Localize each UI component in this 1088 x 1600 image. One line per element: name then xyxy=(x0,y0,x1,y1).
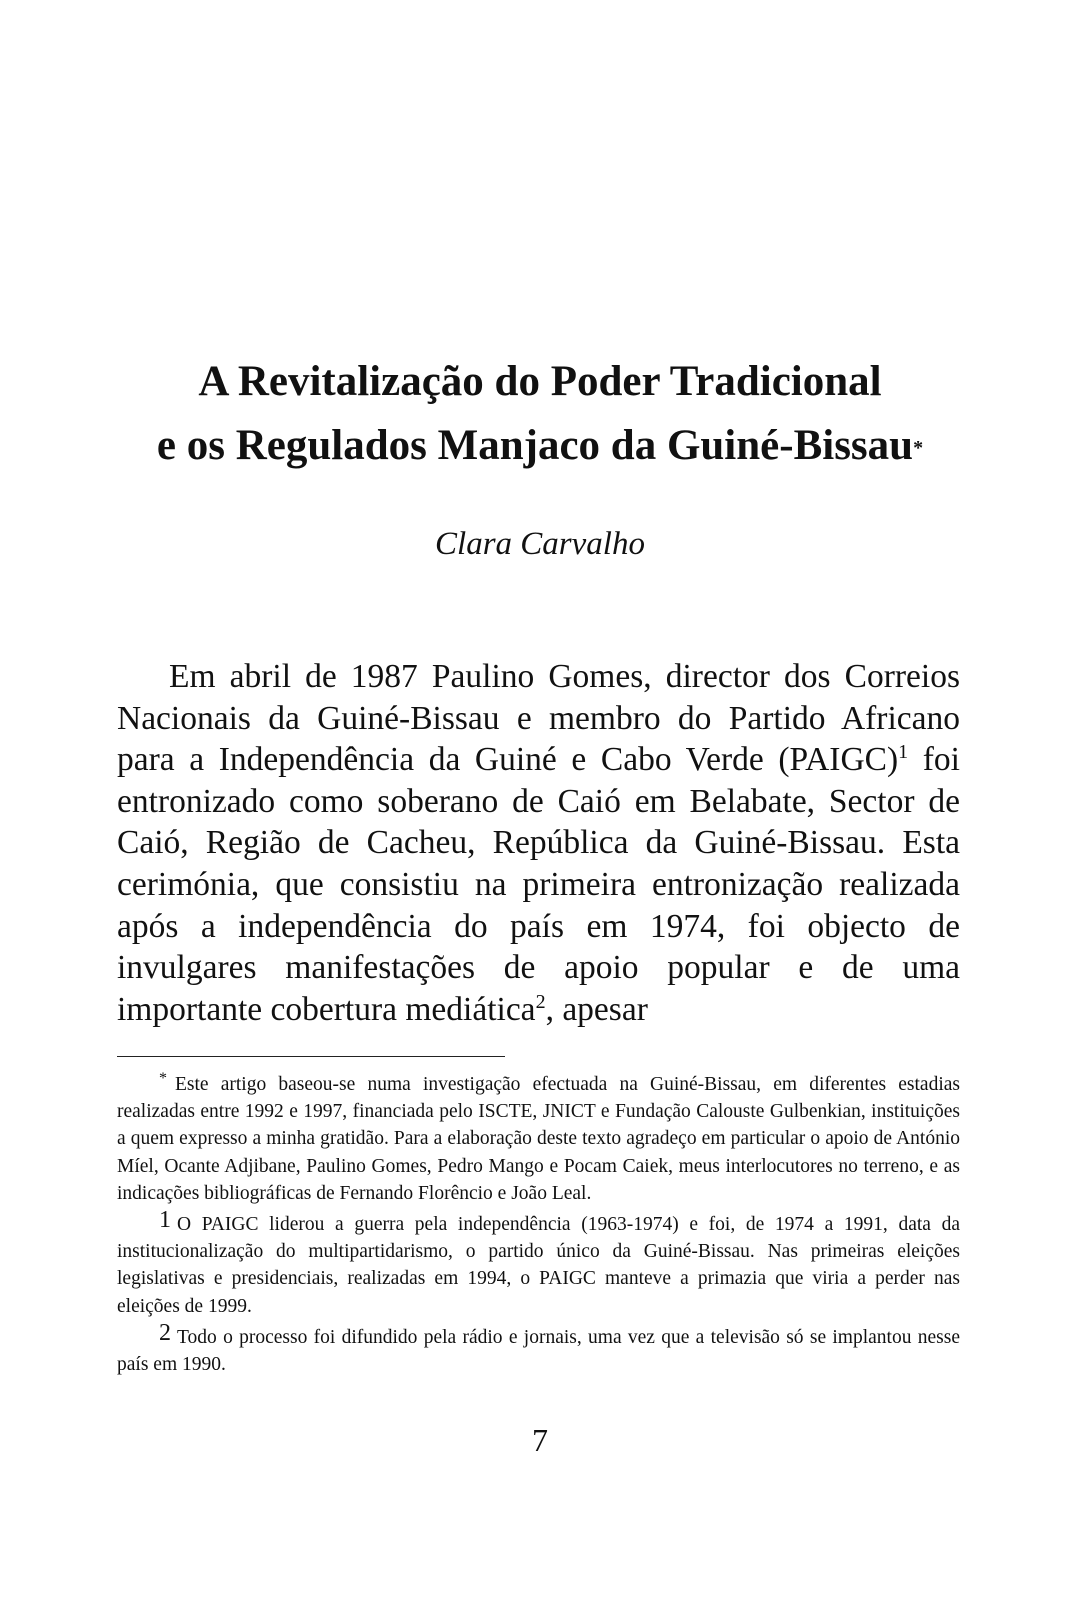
footnote-star-text: Este artigo baseou-se numa investigação efectuada na Guiné-Bissau, em diferentes estadias realizadas entre 1992 e 1997, financiada pelo ISCTE, JNICT e Fundação Calouste Gulbenkian, instituições a quem expresso a minha gratidão. Para a elaboração deste texto agradeço em particular o apoio de António Míel, Ocante Adjibane, Paulino Gomes, Pedro Mango e Pocam Caiek, meus interlocutores no terreno, e as indicações bibliográficas de Fernando Florêncio e João Leal. xyxy=(117,1074,960,1204)
body-text-part-1: Em abril de 1987 Paulino Gomes, director dos Correios Nacionais da Guiné-Bissau e membro do Partido Africano para a Independência da Guiné e Cabo Verde (PAIGC) xyxy=(117,658,960,779)
footnote-1-text: O PAIGC liderou a guerra pela independência (1963-1974) e foi, de 1974 a 1991, data da institucionalização do multipartidarismo, o partido único da Guiné-Bissau. Nas primeiras eleições legislativas e presidenciais, realizadas em 1994, o PAIGC manteve a primazia que viria a perder nas eleições de 1999. xyxy=(117,1214,960,1317)
author-name: Clara Carvalho xyxy=(435,526,645,562)
footnote-ref-1: 1 xyxy=(898,741,909,764)
footnote-2-text: Todo o processo foi difundido pela rádio e jornais, uma vez que a televisão só se implantou nesse país em 1990. xyxy=(117,1326,960,1376)
footnote-1 xyxy=(117,1207,960,1320)
title-line-2 xyxy=(110,414,970,478)
title-line-2-text: e os Regulados Manjaco da Guiné-Bissau xyxy=(156,422,914,469)
page-number: 7 xyxy=(532,1422,548,1458)
body-paragraph xyxy=(117,656,960,1030)
footnote-star-mark: * xyxy=(159,1069,167,1087)
body-text-part-2: foi entronizado como soberano de Caió em Belabate, Sector de Caió, Região de Cacheu, República da Guiné-Bissau. Esta cerimónia, que consistiu na primeira entronização realizada após a independência do país em 1974, foi objecto de invulgares manifestações de apoio popular e de uma importante cobertura mediática xyxy=(117,741,960,1028)
footnote-1-mark: 1 xyxy=(159,1207,171,1234)
footnote-2 xyxy=(117,1319,960,1378)
footnote-separator xyxy=(117,1056,505,1057)
footnote-ref-2: 2 xyxy=(535,990,546,1013)
footnote-star xyxy=(117,1071,960,1207)
footnotes-section xyxy=(117,1071,960,1382)
title-line-1: A Revitalização do Poder Tradicional xyxy=(198,358,882,405)
article-title xyxy=(110,350,970,478)
title-footnote-mark: * xyxy=(913,437,924,459)
footnote-2-mark: 2 xyxy=(159,1319,171,1346)
body-text-part-3: , apesar xyxy=(545,990,648,1028)
